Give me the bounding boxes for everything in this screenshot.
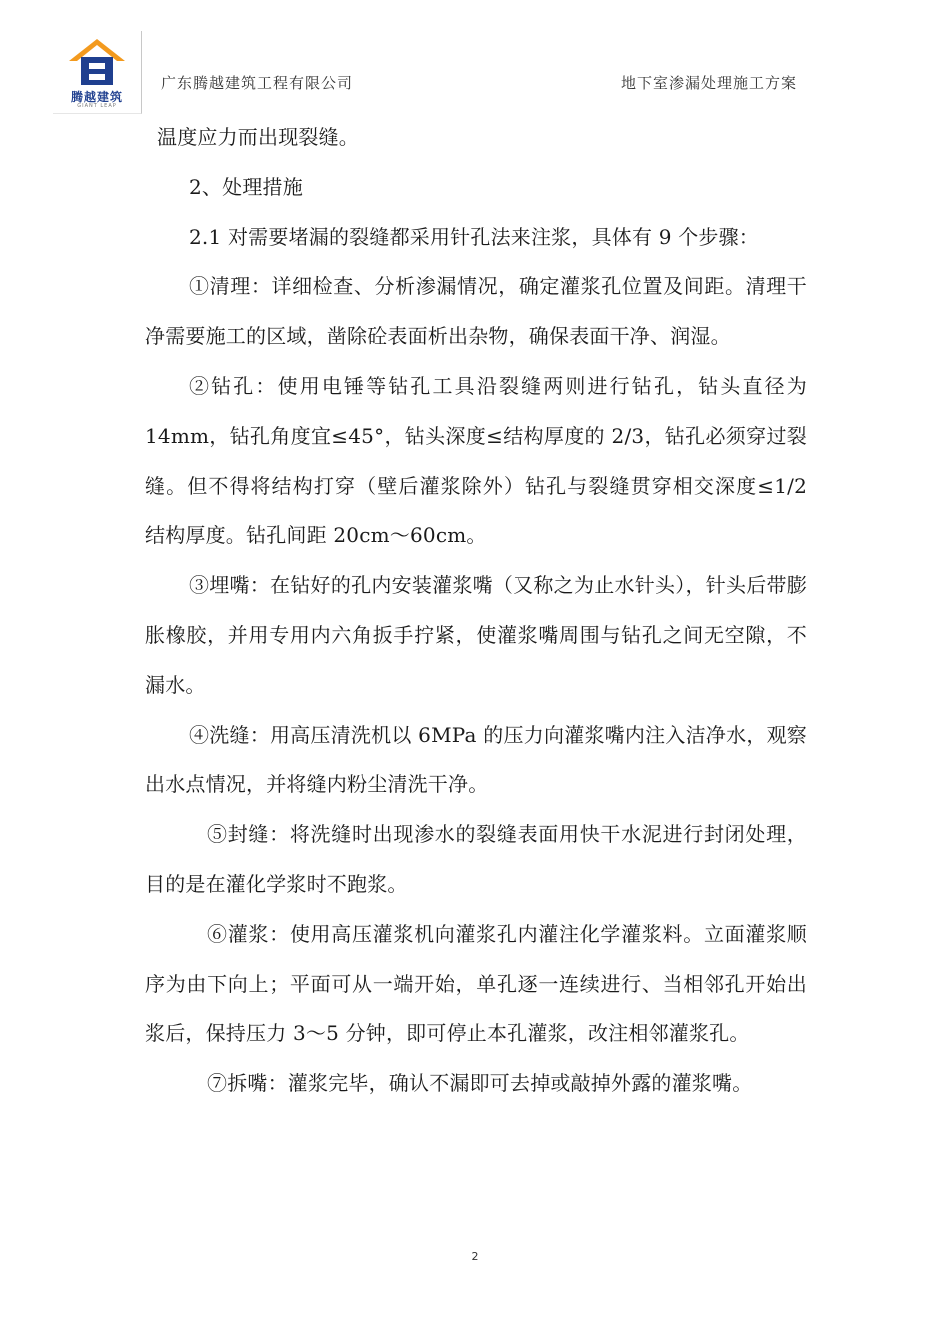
step-nozzle: ③埋嘴：在钻好的孔内安装灌浆嘴（又称之为止水针头），针头后带膨胀橡胶，并用专用内六角扳手拧紧，使灌浆嘴周围与钻孔之间无空隙，不漏水。 (145, 573, 807, 697)
document-body (145, 113, 807, 1109)
step-wash: ④洗缝：用高压清洗机以 6MPa 的压力向灌浆嘴内注入洁净水，观察出水点情况，并将缝内粉尘清洗干净。 (145, 722, 807, 797)
step-grout: ⑥灌浆：使用高压灌浆机向灌浆孔内灌注化学灌浆料。立面灌浆顺序为由下向上；平面可从一端开始，单孔逐一连续进行、当相邻孔开始出浆后，保持压力 3～5 分钟，即可停止本孔灌浆，改注相邻灌浆孔。 (145, 921, 807, 1046)
logo-subtext: GIANT LEAP (77, 103, 117, 109)
step-drill: ②钻孔：使用电锤等钻孔工具沿裂缝两则进行钻孔，钻头直径为 14mm，钻孔角度宜≤45°，钻头深度≤结构厚度的 2/3，钻孔必须穿过裂缝。但不得将结构打穿（壁后灌浆除外）钻孔与裂缝贯穿相交深度≤1/2 结构厚度。钻孔间距 20cm～60cm。 (145, 373, 807, 548)
page-header (0, 0, 950, 120)
step-seal: ⑤封缝：将洗缝时出现渗水的裂缝表面用快干水泥进行封闭处理，目的是在灌化学浆时不跑浆。 (145, 822, 807, 896)
section-heading: 2、处理措施 (189, 174, 303, 199)
step-remove: ⑦拆嘴：灌浆完毕，确认不漏即可去掉或敲掉外露的灌浆嘴。 (207, 1071, 753, 1096)
house-logo-icon (67, 37, 127, 89)
logo-text: 腾越建筑 (70, 90, 123, 104)
page-number: 2 (471, 1250, 479, 1263)
paragraph-intro: 2.1 对需要堵漏的裂缝都采用针孔法来注浆，具体有 9 个步骤： (189, 224, 760, 249)
company-name: 广东腾越建筑工程有限公司 (161, 74, 354, 92)
document-title: 地下室渗漏处理施工方案 (620, 74, 797, 92)
paragraph-1: 温度应力而出现裂缝。 (157, 125, 359, 149)
step-clean: ①清理：详细检查、分析渗漏情况，确定灌浆孔位置及间距。清理干净需要施工的区域，凿除砼表面析出杂物，确保表面干净、润湿。 (145, 274, 807, 349)
company-logo (53, 31, 142, 114)
